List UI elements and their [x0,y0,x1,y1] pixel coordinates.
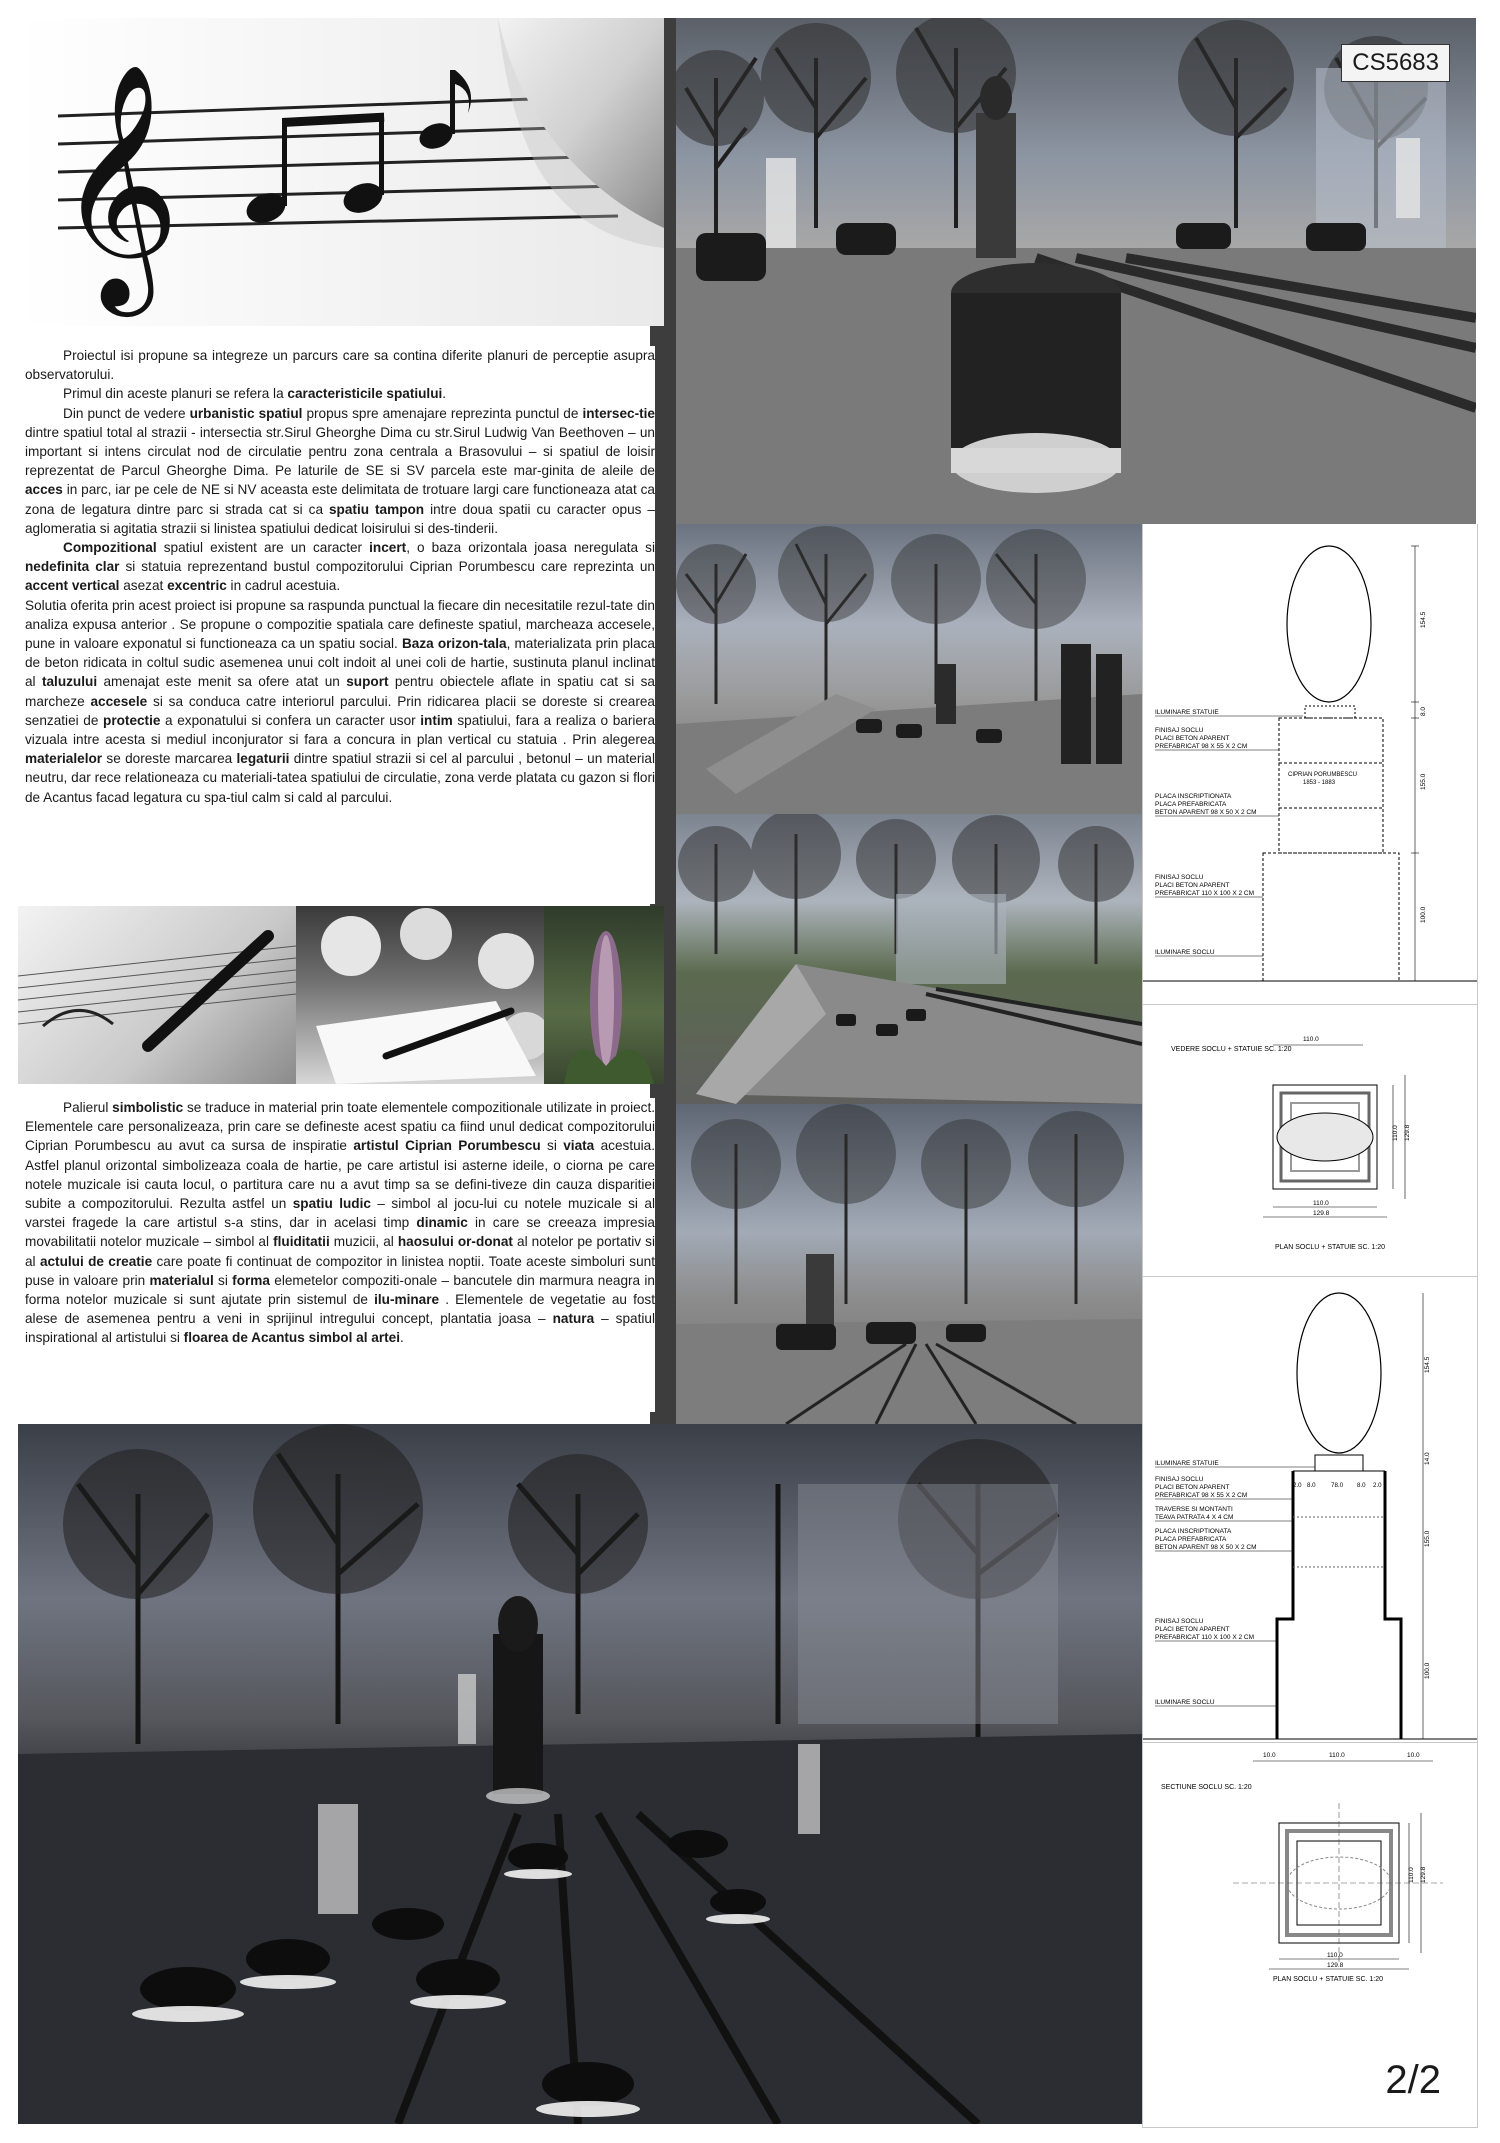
svg-text:ILUMINARE SOCLU: ILUMINARE SOCLU [1155,949,1215,956]
svg-text:2.0: 2.0 [1293,1482,1302,1489]
svg-text:BETON APARENT 98 X 50 X 2 CM: BETON APARENT 98 X 50 X 2 CM [1155,1544,1257,1551]
drawing-section-plinth [1142,1276,1478,1744]
svg-text:PREFABRICAT 98 X 55 X 2 CM: PREFABRICAT 98 X 55 X 2 CM [1155,1492,1248,1499]
intro-paragraphs-0: Proiectul isi propune sa integreze un parcurs care sa contina diferite planuri de perceptie asupra observatorului. [25,348,655,383]
svg-text:155.0: 155.0 [1420,773,1427,790]
svg-text:154.5: 154.5 [1420,611,1427,628]
svg-text:PLAN SOCLU + STATUIE SC. 1:20: PLAN SOCLU + STATUIE SC. 1:20 [1275,1244,1386,1251]
svg-text:FINISAJ SOCLU: FINISAJ SOCLU [1155,1618,1204,1625]
intro-paragraphs-2: Din punct de vedere urbanistic spatiul propus spre amenajare reprezinta punctul de intersec-tie dintre spatiul total al strazii - intersectia str.Sirul Gheorghe Dima cu str.Sirul Ludwig Van Beethoven – un important si intens circulat nod de circulatie pentru zona centrala a Brasovului – si spatiul de loisir reprezentat de Parcul Gheorghe Dima. Pe laturile de SE si SV parcela este mar-ginita de aleile de acces in parc, iar pe cele de NE si NV aceasta este delimitata de trotuare largi care functioneaza atat ca zona de legatura dintre parc si strada cat si ca spatiu tampon intre doua spatii cu caracter opus – aglomeratia si agitatia strazii si linistea spatiului dedicat loisirului si des-tinderii. [25,405,655,536]
svg-text:PLACA PREFABRICATA: PLACA PREFABRICATA [1155,801,1227,808]
svg-text:14.0: 14.0 [1424,1452,1431,1465]
photo-acanthus-flower [544,906,664,1084]
svg-text:10.0: 10.0 [1263,1752,1276,1759]
render-aerial-overview [676,814,1142,1104]
render-night-lighting [18,1424,1142,2124]
svg-text:CIPRIAN PORUMBESCU: CIPRIAN PORUMBESCU [1288,772,1358,778]
photo-pencil-sheet-music [18,906,296,1084]
svg-text:ILUMINARE STATUIE: ILUMINARE STATUIE [1155,709,1219,716]
svg-text:8.0: 8.0 [1420,706,1427,716]
drawing-plan-plinth [1142,1004,1478,1278]
svg-text:PLAN SOCLU + STATUIE SC. 1:20: PLAN SOCLU + STATUIE SC. 1:20 [1273,1976,1384,1983]
drawing-elevation-plinth [1142,524,1478,1005]
svg-text:100.0: 100.0 [1424,1662,1431,1679]
svg-text:PLACA PREFABRICATA: PLACA PREFABRICATA [1155,1536,1227,1543]
svg-text:129.8: 129.8 [1327,1962,1344,1969]
svg-text:129.8: 129.8 [1420,1866,1427,1883]
svg-text:110.0: 110.0 [1313,1200,1329,1207]
svg-text:10.0: 10.0 [1407,1752,1420,1759]
svg-text:155.0: 155.0 [1424,1530,1431,1547]
render-day-perspective [676,18,1476,524]
intro-paragraphs-3: Compozitional spatiul existent are un caracter incert, o baza orizontala joasa neregulata si nedefinita clar si statuia reprezentand bustul compozitorului Ciprian Porumbescu care reprezinta un accent vertical asezat excentric in cadrul acestuia. [25,540,655,594]
svg-text:110.0: 110.0 [1329,1752,1345,1759]
svg-text:110.0: 110.0 [1327,1952,1343,1959]
svg-text:PLACI BETON APARENT: PLACI BETON APARENT [1155,882,1230,889]
page-number: 2/2 [1385,2058,1441,2102]
svg-text:ILUMINARE STATUIE: ILUMINARE STATUIE [1155,1460,1219,1467]
svg-text:PLACI BETON APARENT: PLACI BETON APARENT [1155,1484,1230,1491]
render-street-view [676,1104,1142,1424]
intro-paragraphs-4: Solutia oferita prin acest proiect isi propune sa raspunda punctual la fiecare din necesitatile rezul-tate din analiza expusa anterior . Se propune o compozitie spatiala care defineste spatiul, marcheaza accesele, pune in valoare exponatul si functioneaza ca un spatiu social. Baza orizon-tala, materializata prin placa de beton ridicata in coltul sudic asemenea unui colt indoit al unei coli de hartie, sustinuta planul inclinat al taluzului amenajat este menit sa ofere atat un suport pentru obiectele aflate in spatiu cat si sa marcheze accesele si sa conduca catre interiorul parcului. Prin ridicarea placii se doreste si crearea senzatiei de protectie a exponatului si confera un caracter usor intim spatiului, fara a realiza o bariera vizuala intre acesta si mediul inconjurator si fara a concura in plan vertical cu statuia . Prin alegerea materialelor se doreste marcarea legaturii dintre spatiul strazii si cel al parcului , betonul – un material neutru, dar rece relationeaza cu materiali-tatea spatiului de circulatie, zona verde platata cu gazon si flori de Acantus facad legatura cu spa-tiul calm si cald al parcului. [25,597,656,805]
svg-text:FINISAJ SOCLU: FINISAJ SOCLU [1155,727,1204,734]
svg-text:129.8: 129.8 [1404,1124,1411,1141]
music-paper-header [18,18,664,326]
intro-paragraphs-1: Primul din aceste planuri se refera la caracteristicile spatiului. [63,386,447,402]
svg-text:PLACI BETON APARENT: PLACI BETON APARENT [1155,1626,1230,1633]
svg-text:PLACA INSCRIPTIONATA: PLACA INSCRIPTIONATA [1155,1528,1232,1535]
svg-text:2.0: 2.0 [1373,1482,1382,1489]
treble-clef-icon: 𝄞 [56,66,181,301]
svg-text:TRAVERSE SI MONTANTI: TRAVERSE SI MONTANTI [1155,1506,1233,1513]
project-code: CS5683 [1341,44,1450,82]
svg-text:PREFABRICAT 98 X 55 X 2 CM: PREFABRICAT 98 X 55 X 2 CM [1155,743,1248,750]
svg-text:PREFABRICAT 110 X 100 X 2 CM: PREFABRICAT 110 X 100 X 2 CM [1155,1634,1254,1641]
symbol-paragraphs-0: Palierul simbolistic se traduce in material prin toate elementele compozitionale utilizate in proiect. Elementele care personalizeaza, prin care se defineste acest spatiu ca fiind unul dedicat compozitorului Ciprian Porumbescu au avut ca sursa de inspiratie artistul Ciprian Porumbescu si viata acestuia. Astfel planul orizontal simbolizeaza coala de hartie, pe care artistul isi asterne ideile, o ciorna pe care notele muzicale isi cauta locul, o partitura care nu a avut timp sa se defini-tiveze din cauza disparitiei subite a compozitorului. Rezulta astfel un spatiu ludic – simbol al jocu-lui cu notele muzicale si al varstei fragede la care artistul s-a stins, dar in acelasi timp dinamic in care se creeaza impresia movabilitatii notelor muzicale – simbol al fluiditatii muzicii, al haosului or-donat al notelor pe portativ si al actului de creatie care poate fi continuat de compozitor in linistea noptii. Toate aceste simboluri sunt puse in valoare prin materialul si forma elemetelor compoziti-onale – bancutele din marmura neagra in forma notelor muzicale si sunt ajutate prin sistemul de ilu-minare . Elementele de vegetatie au fost alese de asemenea pentru a veni in sprijinul intregului concept, plantatia joasa – natura – spatiul inspirational al artistului si floarea de Acantus simbol al artei. [25,1100,656,1346]
svg-text:BETON APARENT 98 X 50 X 2 CM: BETON APARENT 98 X 50 X 2 CM [1155,809,1257,816]
svg-text:8.0: 8.0 [1357,1482,1366,1489]
symbolism-text [25,1098,655,1412]
svg-text:VEDERE SOCLU + STATUIE SC. 1:2: VEDERE SOCLU + STATUIE SC. 1:20 [1171,1046,1292,1053]
svg-text:SECTIUNE SOCLU SC. 1:20: SECTIUNE SOCLU SC. 1:20 [1161,1784,1252,1791]
svg-text:110.0: 110.0 [1408,1867,1415,1883]
svg-text:TEAVA PATRATA 4 X 4 CM: TEAVA PATRATA 4 X 4 CM [1155,1514,1234,1521]
render-dusk-people [676,524,1142,814]
svg-text:1853 - 1883: 1853 - 1883 [1303,780,1336,786]
svg-text:129.8: 129.8 [1313,1210,1330,1217]
svg-text:8.0: 8.0 [1307,1482,1316,1489]
photo-crumpled-paper-pen [296,906,544,1084]
svg-text:PLACA INSCRIPTIONATA: PLACA INSCRIPTIONATA [1155,793,1232,800]
svg-text:110.0: 110.0 [1303,1036,1319,1043]
svg-text:FINISAJ SOCLU: FINISAJ SOCLU [1155,1476,1204,1483]
svg-text:PLACI BETON APARENT: PLACI BETON APARENT [1155,735,1230,742]
svg-text:PREFABRICAT 110 X 100 X 2 CM: PREFABRICAT 110 X 100 X 2 CM [1155,890,1254,897]
svg-text:ILUMINARE SOCLU: ILUMINARE SOCLU [1155,1699,1215,1706]
drawing-section-plan [1142,1742,1478,2128]
svg-text:154.5: 154.5 [1424,1356,1431,1373]
svg-text:110.0: 110.0 [1392,1125,1399,1141]
svg-text:FINISAJ SOCLU: FINISAJ SOCLU [1155,874,1204,881]
svg-text:100.0: 100.0 [1420,906,1427,923]
svg-text:78.0: 78.0 [1331,1482,1344,1489]
intro-text [25,346,655,904]
